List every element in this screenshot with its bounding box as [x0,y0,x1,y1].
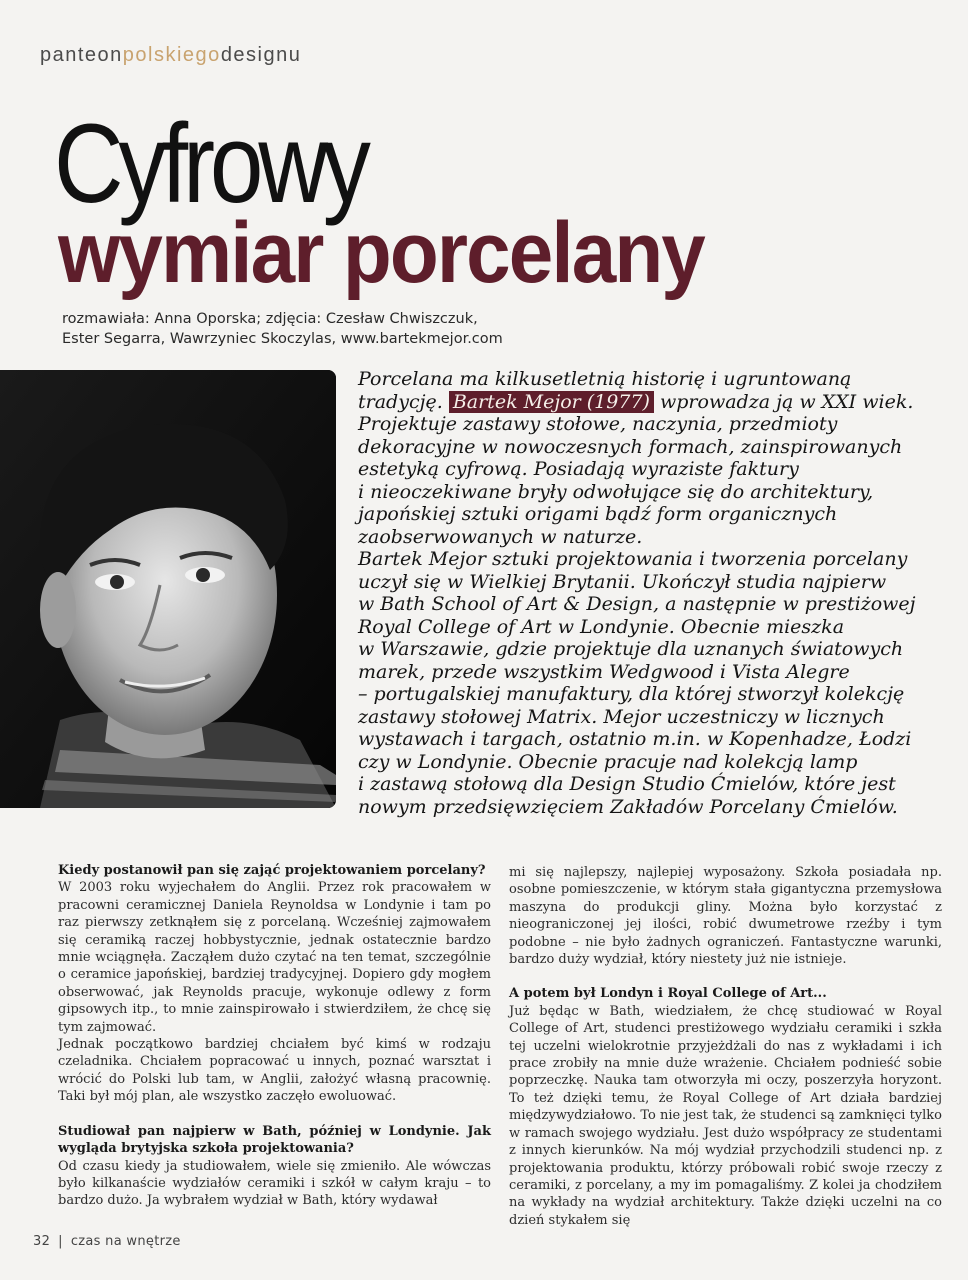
section-header [40,44,301,67]
intro-line: Porcelana ma kilkusetletnią historię i ugruntowaną [358,368,852,390]
title-bold: wymiar porcelany [58,205,704,301]
intro-line: japońskiej sztuki origami bądź form organicznych [358,503,838,525]
page-footer [33,1234,181,1249]
intro-line: nowym przedsięwzięciem Zakładów Porcelany Ćmielów. [358,795,898,818]
interview-answer: W 2003 roku wyjechałem do Anglii. Przez rok pracowałem w pracowni ceramicznej Daniela Reynoldsa w Londynie i tam po raz pierwszy zetknąłem się z porcelaną. Wcześniej zajmowałem się ceramiką raczej hobbystycznie, jednak ostatecznie bardzo mnie wciągnęła. Zacząłem dużo czytać na ten temat, szczególnie o ceramice japońskiej, bardziej tradycyjnej. Dopiero gdy mogłem obserwować, jak Reynolds pracuje, wykonuje odlewy z form gipsowych itp., to mnie zainspirowało i stwierdziłem, że chcę się tym zajmować. [58,880,491,1035]
magazine-name: czas na wnętrze [70,1234,181,1249]
credits-line: Ester Segarra, Wawrzyniec Skoczylas, www.bartekmejor.com [62,331,503,347]
interview-answer: mi się najlepszy, najlepiej wyposażony. Szkoła posiadała np. osobne pomieszczenie, w którym stała gigantyczna przemysłowa maszyna do produkcji gliny. Można było korzystać z nieograniczonej jej ilości, robić dwumetrowe rzeźby i tym podobne – nie było żadnych ograniczeń. Fantastyczne warunki, bardzo duży wydział, który niestety już nie istnieje. [509,865,942,968]
section-header-accent: polskiego [122,44,221,66]
interview-question: Studiował pan najpierw w Bath, później w Londynie. Jak wygląda brytyjska szkoła projektowania? [58,1123,491,1157]
intro-line: uczył się w Wielkiej Brytanii. Ukończył studia najpierw [358,570,887,593]
intro-line [358,391,948,414]
intro-line: estetyką cyfrową. Posiadają wyraziste faktury [358,458,799,480]
interview-question: Kiedy postanowił pan się zająć projektowaniem porcelany? [58,863,486,878]
section-header-post: designu [220,44,302,66]
portrait-photo [0,370,336,808]
intro-line: w Bath School of Art & Design, a następnie w prestiżowej [358,593,916,615]
intro-line: Projektuje zastawy stołowe, naczynia, przedmioty [358,413,838,435]
footer-separator: | [58,1234,63,1249]
intro-line: – portugalskiej manufaktury, dla której stworzył kolekcję [358,683,905,705]
credits [62,309,503,349]
intro-line: zaobserwowanych w naturze. [358,525,643,548]
intro-lead [358,368,948,818]
interview-answer: Już będąc w Bath, wiedziałem, że chcę studiować w Royal College of Art, studenci prestiżowego wydziału ceramiki i szkła tej uczelni wielokrotnie przyjeżdżali do nas z wykładami i ich prace zrobiły na mnie duże wrażenie. Chciałem podnieść sobie poprzeczkę. Nauka tam otworzyła mi oczy, poszerzyła horyzont. To też dzięki temu, że Royal College of Art działa bardziej międzywydziałowo. To nie jest tak, że studenci są zamknięci tylko w ramach swojego wydziału. Jest dużo współpracy ze studentami z innych kierunków. Na mój wydział przychodzili studenci np. z projektowania produktu, którzy próbowali robić swoje rzeczy z ceramiki, z porcelany, a my im pomagaliśmy. Z kolei ja chodziłem na wykłady na wydział architektury. Także dzięki uczelni na co dzień stykałem się [509,1003,942,1228]
intro-line: wystawach i targach, ostatnio m.in. w Kopenhadze, Łodzi [358,728,912,750]
intro-line: zastawy stołowej Matrix. Mejor uczestniczy w licznych [358,705,885,728]
intro-line: Bartek Mejor sztuki projektowania i tworzenia porcelany [358,548,908,570]
title-light: Cyfrowy [54,101,366,226]
intro-line-post: wprowadza ją w XXI wiek. [653,390,914,413]
section-header-pre: panteon [40,44,123,66]
designer-name-highlight: Bartek Mejor (1977) [449,391,654,413]
intro-line: Royal College of Art w Londynie. Obecnie mieszka [358,615,845,638]
intro-line: i nieoczekiwane bryły odwołujące się do architektury, [358,480,874,503]
intro-line: marek, przede wszystkim Wedgwood i Vista Alegre [358,660,850,683]
interview-answer: Jednak początkowo bardziej chciałem być kimś w rodzaju czeladnika. Chciałem popracować u innych, poznać warsztat i wrócić do Polski lub tam, w Anglii, założyć własną pracownię. Taki był mój plan, ale wszystko zaczęło ewoluować. [58,1037,491,1105]
article-column-left [58,862,491,1210]
article-column-right [509,864,942,1229]
credits-line: rozmawiała: Anna Oporska; zdjęcia: Czesław Chwiszczuk, [62,311,478,327]
intro-line-pre: tradycję. [358,390,449,413]
intro-line: i zastawą stołową dla Design Studio Ćmielów, które jest [358,773,896,795]
intro-line: w Warszawie, gdzie projektuje dla uznanych światowych [358,638,904,660]
intro-line: czy w Londynie. Obecnie pracuje nad kolekcją lamp [358,750,858,773]
intro-line: dekoracyjne w nowoczesnych formach, zainspirowanych [358,435,903,458]
page-number: 32 [33,1234,51,1249]
interview-question: A potem był Londyn i Royal College of Art... [509,986,827,1002]
interview-answer: Od czasu kiedy ja studiowałem, wiele się zmieniło. Ale wówczas było kilkanaście wydziałów ceramiki i szkół w całym kraju – to bardzo dużo. Ja wybrałem wydział w Bath, który wydawał [58,1158,491,1209]
